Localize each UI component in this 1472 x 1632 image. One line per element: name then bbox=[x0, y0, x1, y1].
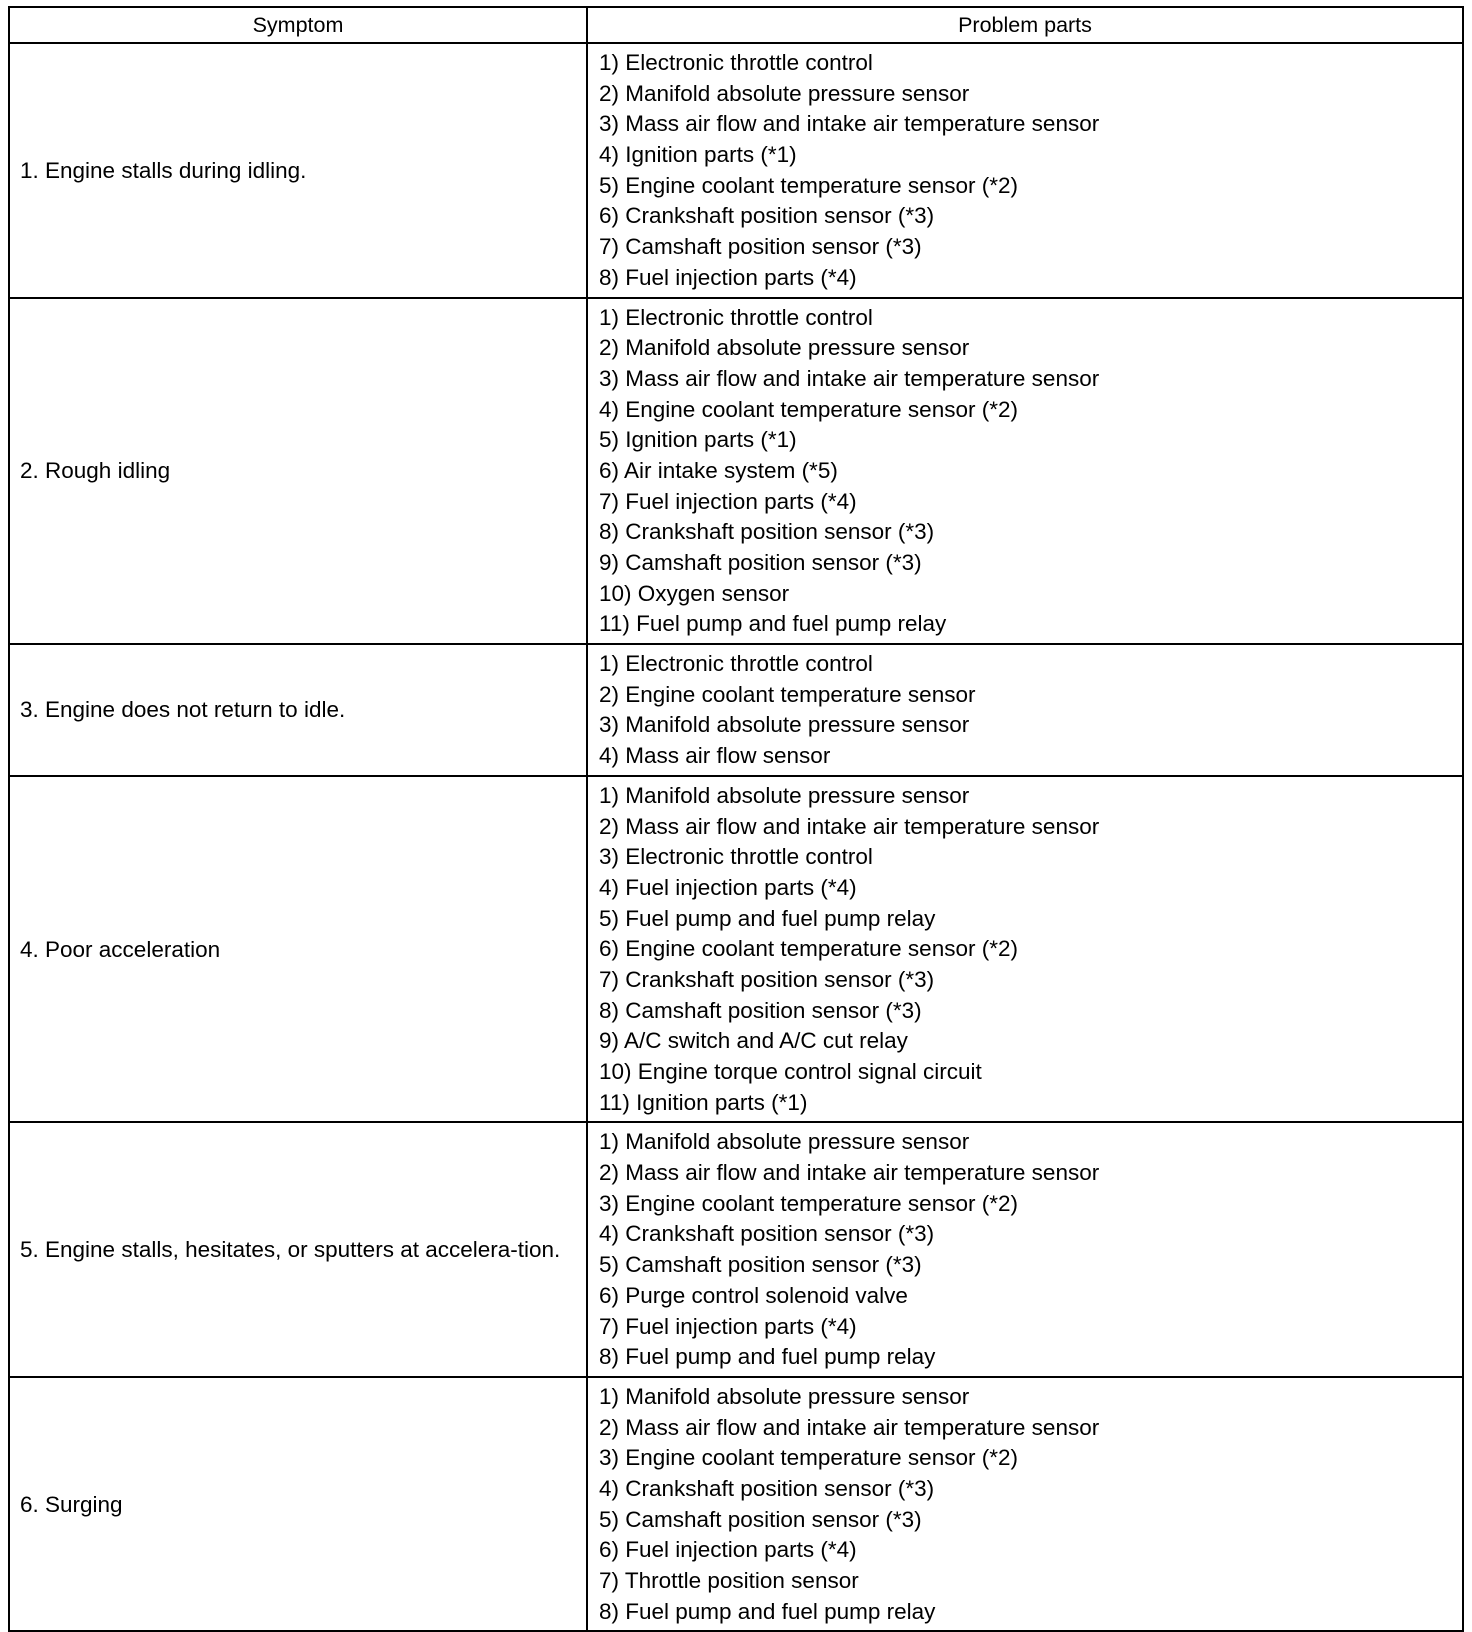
problem-part-item: 2) Manifold absolute pressure sensor bbox=[599, 80, 970, 106]
problem-parts-cell bbox=[587, 298, 1463, 645]
problem-part-item: 7) Fuel injection parts (*4) bbox=[599, 1313, 857, 1339]
problem-part-item: 2) Mass air flow and intake air temperature sensor bbox=[599, 1414, 1100, 1440]
problem-part-item: 4) Engine coolant temperature sensor (*2) bbox=[599, 396, 1018, 422]
problem-part-item: 5) Ignition parts (*1) bbox=[599, 427, 797, 453]
problem-part-item: 3) Mass air flow and intake air temperature sensor bbox=[599, 365, 1100, 391]
problem-part-item: 10) Oxygen sensor bbox=[599, 580, 790, 606]
problem-part-item: 5) Camshaft position sensor (*3) bbox=[599, 1506, 922, 1532]
problem-part-item: 1) Manifold absolute pressure sensor bbox=[599, 1129, 970, 1155]
symptom-cell: 5. Engine stalls, hesitates, or sputters at accelera-tion. bbox=[9, 1122, 587, 1377]
problem-part-item: 9) Camshaft position sensor (*3) bbox=[599, 550, 922, 575]
problem-part-item: 8) Fuel pump and fuel pump relay bbox=[599, 1344, 936, 1370]
problem-part-item: 4) Crankshaft position sensor (*3) bbox=[599, 1475, 935, 1501]
table-row bbox=[9, 298, 1463, 645]
problem-part-item: 6) Purge control solenoid valve bbox=[599, 1282, 908, 1308]
problem-part-item: 7) Camshaft position sensor (*3) bbox=[599, 234, 922, 260]
table-row bbox=[9, 1122, 1463, 1377]
table-row bbox=[9, 1377, 1463, 1632]
problem-part-item: 3) Mass air flow and intake air temperature sensor bbox=[599, 111, 1100, 137]
table-row bbox=[9, 776, 1463, 1123]
problem-part-item: 6) Fuel injection parts (*4) bbox=[599, 1537, 857, 1563]
table-row bbox=[9, 644, 1463, 776]
problem-part-item: 6) Crankshaft position sensor (*3) bbox=[599, 203, 935, 229]
problem-part-item: 2) Manifold absolute pressure sensor bbox=[599, 335, 970, 361]
problem-parts-cell bbox=[587, 644, 1463, 776]
problem-part-item: 3) Engine coolant temperature sensor (*2) bbox=[599, 1445, 1018, 1471]
problem-part-item: 3) Manifold absolute pressure sensor bbox=[599, 712, 970, 738]
table-body bbox=[9, 43, 1463, 1631]
problem-part-item: 1) Electronic throttle control bbox=[599, 304, 873, 330]
symptom-cell: 2. Rough idling bbox=[9, 298, 587, 645]
problem-part-item: 4) Ignition parts (*1) bbox=[599, 142, 797, 168]
problem-part-item: 7) Crankshaft position sensor (*3) bbox=[599, 966, 935, 992]
problem-part-item: 1) Manifold absolute pressure sensor bbox=[599, 782, 970, 808]
problem-part-item: 1) Manifold absolute pressure sensor bbox=[599, 1383, 970, 1409]
header-symptom: Symptom bbox=[9, 7, 587, 43]
symptom-cell: 4. Poor acceleration bbox=[9, 776, 587, 1123]
problem-part-item: 11) Fuel pump and fuel pump relay bbox=[599, 611, 947, 637]
problem-part-item: 8) Crankshaft position sensor (*3) bbox=[599, 519, 935, 545]
symptom-cell: 3. Engine does not return to idle. bbox=[9, 644, 587, 776]
problem-part-item: 3) Electronic throttle control bbox=[599, 844, 873, 870]
problem-part-item: 10) Engine torque control signal circuit bbox=[599, 1059, 982, 1084]
symptom-parts-table bbox=[8, 6, 1464, 1632]
problem-part-item: 6) Engine coolant temperature sensor (*2) bbox=[599, 936, 1018, 962]
problem-part-item: 7) Throttle position sensor bbox=[599, 1568, 859, 1593]
problem-parts-cell bbox=[587, 1122, 1463, 1377]
table-row bbox=[9, 43, 1463, 298]
problem-part-item: 1) Electronic throttle control bbox=[599, 651, 873, 677]
problem-part-item: 4) Mass air flow sensor bbox=[599, 743, 831, 769]
problem-part-item: 8) Fuel injection parts (*4) bbox=[599, 264, 857, 290]
problem-part-item: 2) Mass air flow and intake air temperature sensor bbox=[599, 1160, 1100, 1186]
symptom-cell: 6. Surging bbox=[9, 1377, 587, 1632]
problem-part-item: 2) Mass air flow and intake air temperature sensor bbox=[599, 813, 1100, 839]
problem-part-item: 6) Air intake system (*5) bbox=[599, 457, 838, 483]
problem-part-item: 8) Camshaft position sensor (*3) bbox=[599, 997, 922, 1023]
problem-parts-cell bbox=[587, 1377, 1463, 1632]
problem-part-item: 4) Fuel injection parts (*4) bbox=[599, 874, 857, 900]
problem-part-item: 3) Engine coolant temperature sensor (*2) bbox=[599, 1190, 1018, 1216]
header-row bbox=[9, 7, 1463, 43]
problem-part-item: 8) Fuel pump and fuel pump relay bbox=[599, 1598, 936, 1624]
problem-parts-cell bbox=[587, 776, 1463, 1123]
problem-part-item: 5) Engine coolant temperature sensor (*2) bbox=[599, 172, 1018, 198]
symptom-cell: 1. Engine stalls during idling. bbox=[9, 43, 587, 298]
problem-part-item: 5) Fuel pump and fuel pump relay bbox=[599, 905, 936, 931]
header-problem-parts: Problem parts bbox=[587, 7, 1463, 43]
problem-part-item: 1) Electronic throttle control bbox=[599, 50, 873, 75]
problem-part-item: 7) Fuel injection parts (*4) bbox=[599, 488, 857, 514]
problem-part-item: 4) Crankshaft position sensor (*3) bbox=[599, 1221, 935, 1247]
problem-part-item: 5) Camshaft position sensor (*3) bbox=[599, 1252, 922, 1278]
problem-part-item: 2) Engine coolant temperature sensor bbox=[599, 681, 976, 707]
problem-part-item: 11) Ignition parts (*1) bbox=[599, 1089, 808, 1115]
problem-part-item: 9) A/C switch and A/C cut relay bbox=[599, 1028, 908, 1054]
problem-parts-cell bbox=[587, 43, 1463, 298]
